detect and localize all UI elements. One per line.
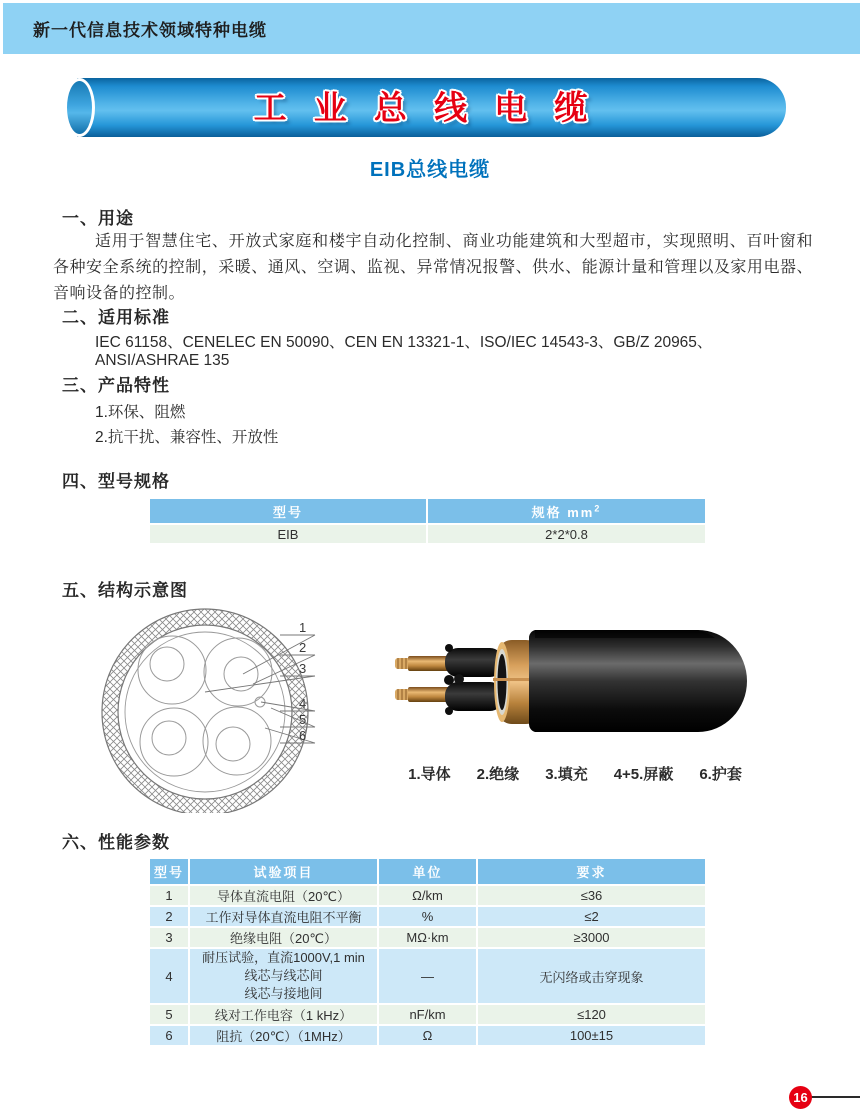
structure-legend <box>380 763 770 784</box>
section-performance-heading: 六、性能参数 <box>62 833 170 852</box>
outer-sheath-body <box>529 630 747 732</box>
spec-header-model: 型号 <box>150 499 426 523</box>
perf-header-unit: 单位 <box>379 859 476 884</box>
legend-item-insulation: 2.绝缘 <box>476 766 520 783</box>
perf-row-1: 1 导体直流电阻（20℃） Ω/km ≤36 <box>150 886 705 905</box>
callout-label-6: 6 <box>299 728 307 743</box>
section-structure-heading: 五、结构示意图 <box>62 581 188 600</box>
callout-label-1: 1 <box>299 620 307 635</box>
callout-label-5: 5 <box>299 712 307 727</box>
banner-cylinder <box>64 78 786 137</box>
spec-table-row <box>150 525 705 543</box>
perf-header-item: 试验项目 <box>190 859 377 884</box>
spec-cell-size: 2*2*0.8 <box>428 525 705 543</box>
spec-table <box>148 497 707 545</box>
header-bar-title: 新一代信息技术领域特种电缆 <box>33 21 267 40</box>
page-subtitle: EIB总线电缆 <box>369 159 491 181</box>
legend-item-jacket: 6.护套 <box>699 766 742 783</box>
banner-title: 工 业 总 线 电 缆 <box>253 89 597 126</box>
perf-row-4-item: 耐压试验，直流1000V,1 min 线芯与线芯间 线芯与接地间 <box>190 949 377 1003</box>
standards-text: IEC 61158、CENELEC EN 50090、CEN EN 13321-1、ISO/IEC 14543-3、GB/Z 20965、ANSI/ASHRAE 135 <box>95 334 713 369</box>
spec-table-header-row <box>150 499 705 523</box>
page-number-line <box>805 1096 860 1098</box>
perf-row-2: 2 工作对导体直流电阻不平衡 % ≤2 <box>150 907 705 926</box>
callout-label-2: 2 <box>299 640 307 655</box>
feature-item-1: 1.环保、阻燃 <box>95 404 186 421</box>
perf-row-3: 3 绝缘电阻（20℃） MΩ·km ≥3000 <box>150 928 705 947</box>
usage-paragraph: 适用于智慧住宅、开放式家庭和楼宇自动化控制、商业功能建筑和大型超市，实现照明、百叶窗和各种安全系统的控制，采暖、通风、空调、监视、异常情况报警、供水、能源计量和管理以及家用电器、音响设备的控制。 <box>53 233 813 302</box>
perf-header-req: 要求 <box>478 859 705 884</box>
cable-cross-section-diagram <box>75 598 335 813</box>
section-usage-heading: 一、用途 <box>62 209 134 228</box>
cable-photo <box>385 612 770 752</box>
spec-header-size: 规格 $mm^2$ <box>428 499 705 523</box>
feature-item-2: 2.抗干扰、兼容性、开放性 <box>95 429 279 446</box>
perf-table-header-row <box>150 859 705 884</box>
perf-row-6: 6 阻抗（20℃）（1MHz） Ω 100±15 <box>150 1026 705 1045</box>
spec-cell-model: EIB <box>150 525 426 543</box>
perf-row-5: 5 线对工作电容（1 kHz） nF/km ≤120 <box>150 1005 705 1024</box>
performance-table <box>148 857 707 1047</box>
perf-header-no: 型号 <box>150 859 188 884</box>
section-models-heading: 四、型号规格 <box>62 472 170 491</box>
section-standards-heading: 二、适用标准 <box>62 308 170 327</box>
perf-row-4: 4 耐压试验，直流1000V,1 min 线芯与线芯间 线芯与接地间 — 无闪络或击穿现象 <box>150 949 705 1003</box>
page-number-badge: 16 <box>789 1086 812 1109</box>
legend-item-conductor: 1.导体 <box>408 766 451 783</box>
page-header-bar <box>3 3 860 54</box>
callout-label-4: 4 <box>299 696 307 711</box>
callout-label-3: 3 <box>299 661 307 676</box>
legend-item-shield: 4+5.屏蔽 <box>613 766 674 783</box>
section-features-heading: 三、产品特性 <box>62 376 170 395</box>
legend-item-filler: 3.填充 <box>545 766 588 783</box>
